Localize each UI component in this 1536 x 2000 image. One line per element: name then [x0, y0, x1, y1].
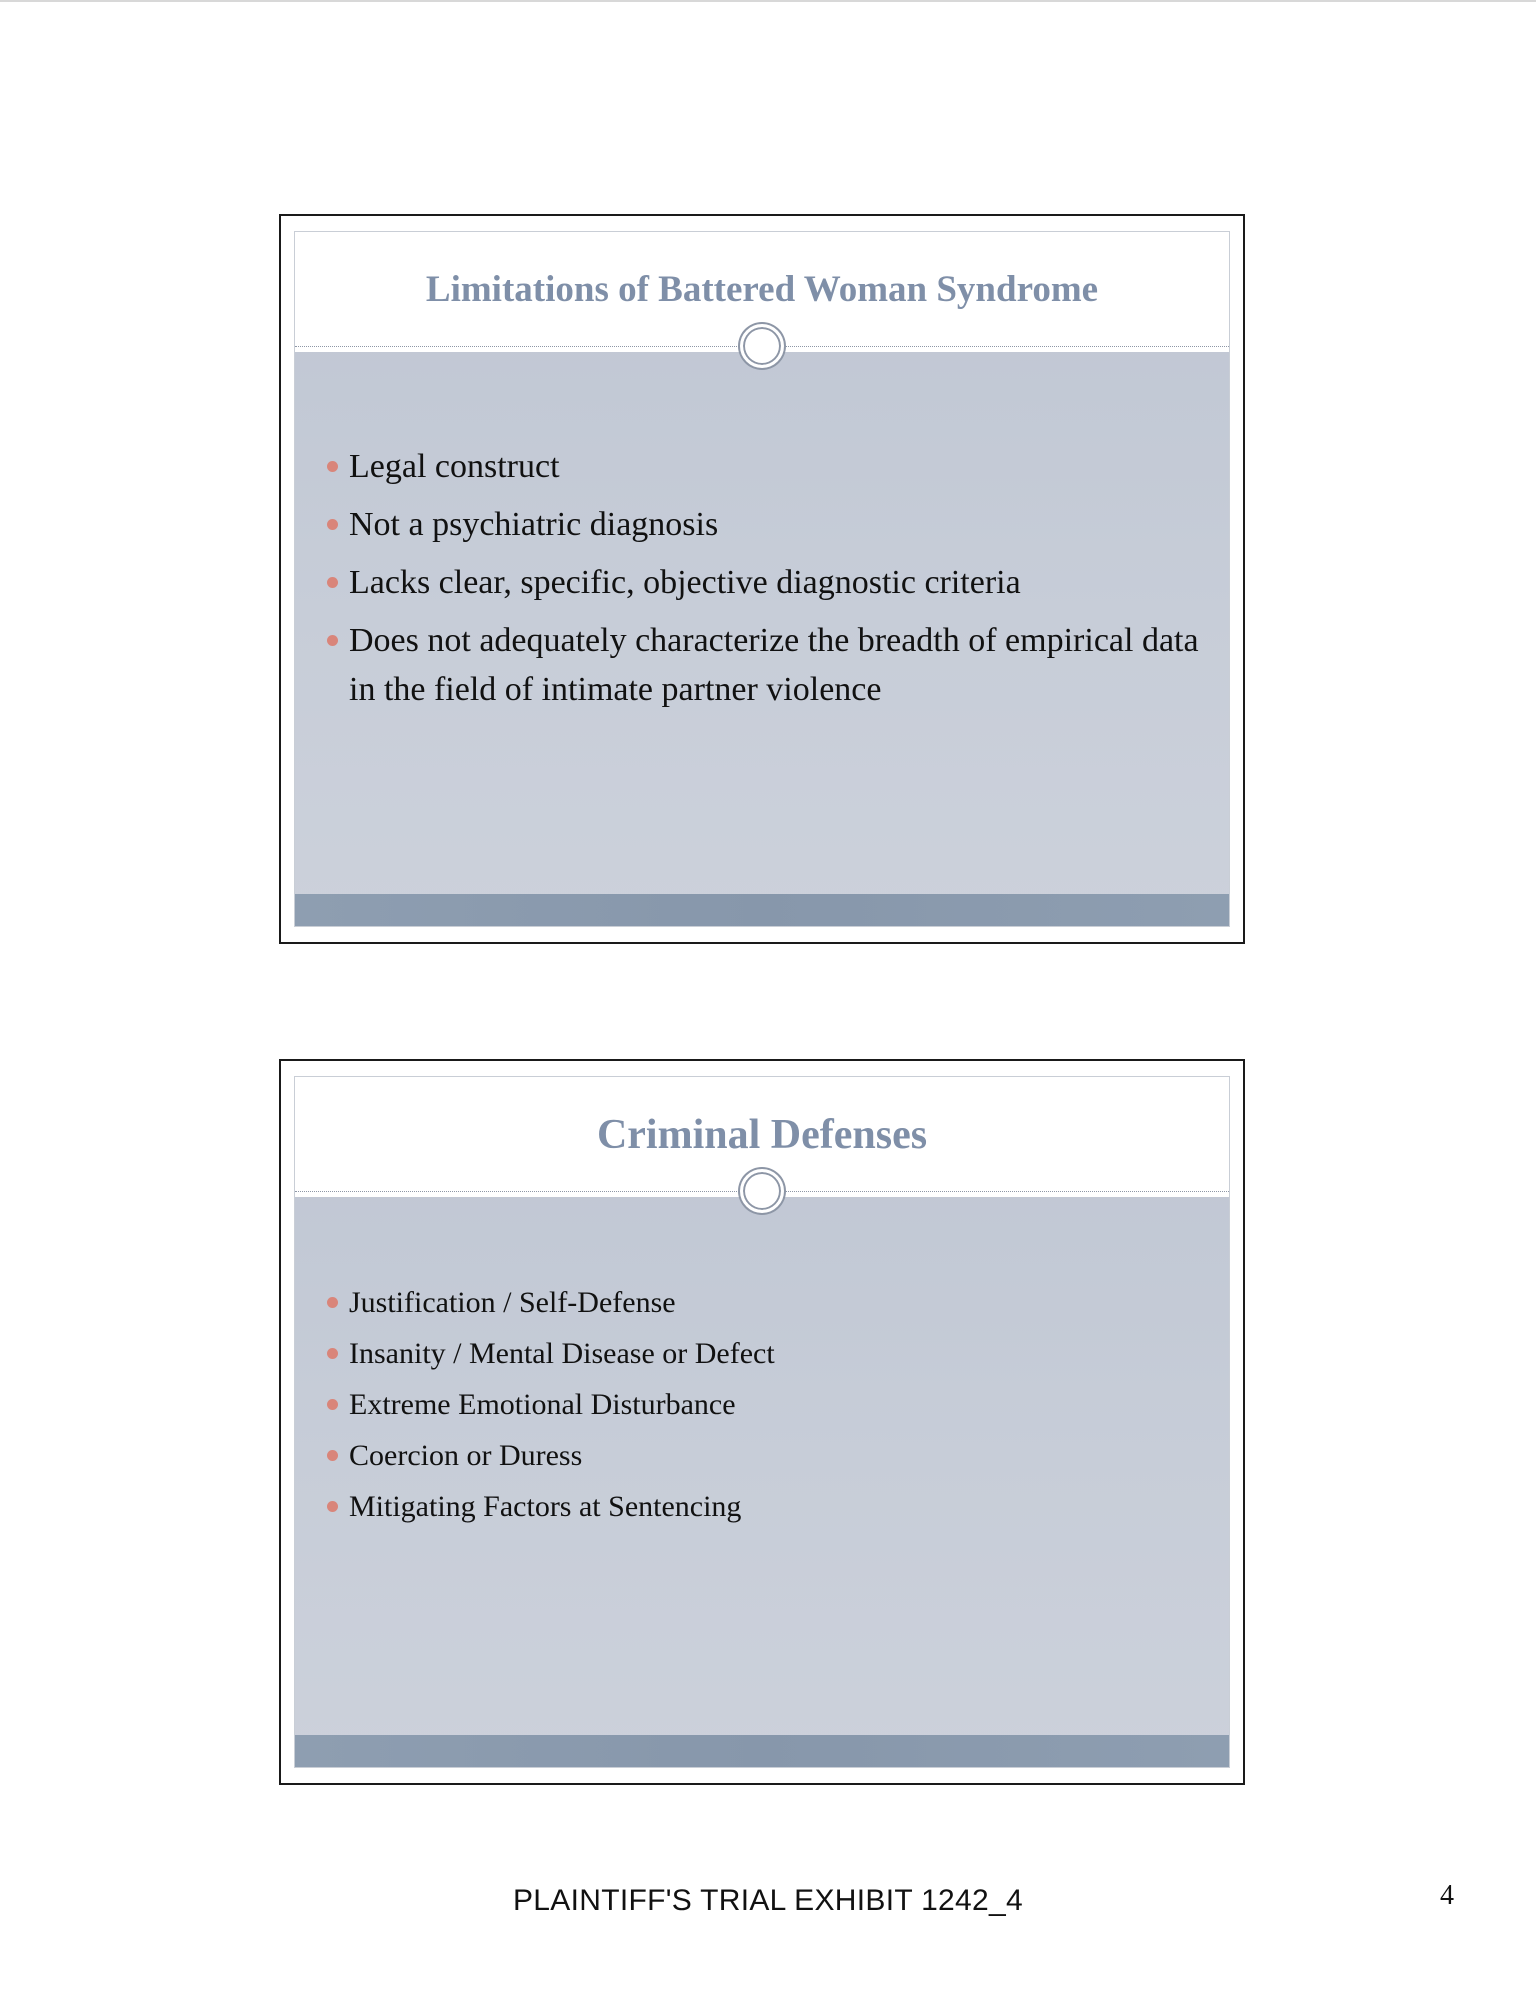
- bullet-dot-icon: [327, 519, 338, 530]
- slide-1-title: Limitations of Battered Woman Syndrome: [425, 269, 1099, 310]
- bullet-dot-icon: [327, 461, 338, 472]
- exhibit-label: PLAINTIFF'S TRIAL EXHIBIT 1242_4: [513, 1884, 1023, 1917]
- bullet-text: Does not adequately characterize the breadth of empirical data in the field of intimate partner violence: [349, 622, 1199, 708]
- bullet-item: [327, 442, 1199, 491]
- slide-2-bullet-list: [327, 1282, 1199, 1537]
- slide-2-title: Criminal Defenses: [596, 1112, 928, 1158]
- bullet-item: [327, 1435, 1199, 1477]
- bullet-item: [327, 500, 1199, 549]
- bullet-text: Legal construct: [349, 448, 560, 485]
- bullet-dot-icon: [327, 635, 338, 646]
- bullet-item: [327, 1333, 1199, 1375]
- bullet-text: Coercion or Duress: [349, 1439, 583, 1472]
- slide-2-divider-ring-icon: [740, 1169, 784, 1213]
- scan-edge: [0, 0, 1536, 2]
- bullet-dot-icon: [327, 1450, 338, 1461]
- slide-1-footer-band: [295, 894, 1229, 926]
- page-number: 4: [1440, 1880, 1454, 1911]
- bullet-item: [327, 1486, 1199, 1528]
- bullet-dot-icon: [327, 577, 338, 588]
- bullet-text: Not a psychiatric diagnosis: [349, 506, 719, 543]
- bullet-text: Lacks clear, specific, objective diagnostic criteria: [349, 564, 1021, 601]
- slide-1-content: [294, 231, 1230, 927]
- bullet-item: [327, 1384, 1199, 1426]
- slide-1-frame: [279, 214, 1245, 944]
- bullet-item: [327, 558, 1199, 607]
- bullet-text: Justification / Self-Defense: [349, 1286, 676, 1319]
- slide-2-footer-band: [295, 1735, 1229, 1767]
- bullet-text: Insanity / Mental Disease or Defect: [349, 1337, 775, 1370]
- bullet-text: Extreme Emotional Disturbance: [349, 1388, 736, 1421]
- bullet-dot-icon: [327, 1399, 338, 1410]
- bullet-item: [327, 616, 1199, 714]
- bullet-item: [327, 1282, 1199, 1324]
- slide-1-bullet-list: [327, 442, 1199, 723]
- slide-2-frame: [279, 1059, 1245, 1785]
- bullet-dot-icon: [327, 1297, 338, 1308]
- slide-2-content: [294, 1076, 1230, 1768]
- bullet-text: Mitigating Factors at Sentencing: [349, 1490, 742, 1523]
- bullet-dot-icon: [327, 1501, 338, 1512]
- bullet-dot-icon: [327, 1348, 338, 1359]
- slide-1-divider-ring-icon: [740, 324, 784, 368]
